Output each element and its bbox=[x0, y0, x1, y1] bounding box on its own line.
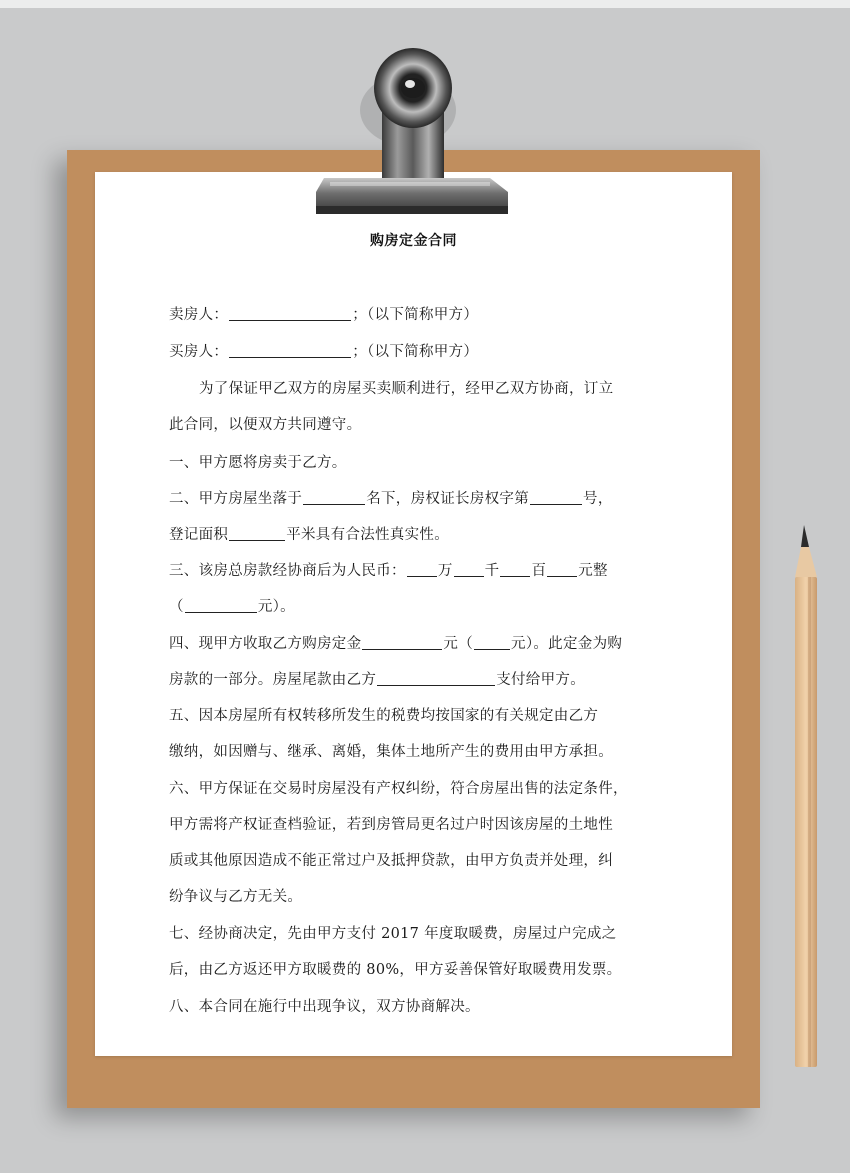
clause-5-line-2: 缴纳，如因赠与、继承、离婚，集体土地所产生的费用由甲方承担。 bbox=[169, 744, 613, 760]
deposit-blank[interactable] bbox=[362, 635, 442, 650]
clause-3-line-2 bbox=[169, 595, 295, 616]
clause-2-line-2 bbox=[169, 523, 449, 544]
clause-2-text-d: 登记面积 bbox=[169, 527, 229, 543]
buyer-label: 买房人： bbox=[169, 344, 229, 360]
clause-3-close: 元）。 bbox=[257, 599, 295, 615]
clause-4-text-a: 四、现甲方收取乙方购房定金 bbox=[169, 636, 362, 652]
clause-2-text-e: 平米具有合法性真实性。 bbox=[286, 527, 450, 543]
wan-blank[interactable] bbox=[407, 562, 437, 577]
unit-bai: 百 bbox=[531, 563, 547, 579]
total-amount-blank[interactable] bbox=[185, 598, 257, 613]
bai-blank[interactable] bbox=[500, 562, 530, 577]
top-strip bbox=[0, 0, 850, 8]
clause-4-line-1 bbox=[169, 632, 622, 653]
yuan-blank[interactable] bbox=[547, 562, 577, 577]
seller-label: 卖房人： bbox=[169, 307, 229, 323]
clause-5-line-1: 五、因本房屋所有权转移所发生的税费均按国家的有关规定由乙方 bbox=[169, 708, 599, 724]
unit-wan: 万 bbox=[437, 563, 453, 579]
deposit-capital-blank[interactable] bbox=[474, 635, 510, 650]
pencil-icon bbox=[790, 525, 822, 1070]
seller-line bbox=[169, 303, 478, 324]
clause-2-text-b: 名下，房权证长房权字第 bbox=[366, 491, 530, 507]
clause-4-line-2 bbox=[169, 668, 585, 689]
clause-2-text-a: 二、甲方房屋坐落于 bbox=[169, 491, 303, 507]
clause-4-text-c: 元）。此定金为购 bbox=[511, 636, 623, 652]
contract-document bbox=[95, 172, 732, 1056]
contract-paper bbox=[95, 172, 732, 1056]
location-blank[interactable] bbox=[303, 490, 365, 505]
buyer-name-blank[interactable] bbox=[229, 343, 351, 358]
seller-name-blank[interactable] bbox=[229, 306, 351, 321]
clause-4-text-b: 元（ bbox=[443, 636, 474, 652]
clause-3-open: （ bbox=[169, 599, 184, 615]
clause-7-line-1: 七、经协商决定，先由甲方支付 2017 年度取暖费，房屋过户完成之 bbox=[169, 926, 617, 942]
clause-4-text-d: 房款的一部分。房屋尾款由乙方 bbox=[169, 672, 377, 688]
area-blank[interactable] bbox=[229, 526, 285, 541]
clause-2-line-1 bbox=[169, 487, 613, 508]
clause-8: 八、本合同在施行中出现争议，双方协商解决。 bbox=[169, 999, 480, 1015]
balance-blank[interactable] bbox=[377, 671, 495, 686]
clause-6-line-2: 甲方需将产权证查档验证，若到房管局更名过户时因该房屋的土地性 bbox=[169, 817, 613, 833]
binder-clip-icon bbox=[300, 40, 515, 225]
buyer-suffix: ；（以下简称甲方） bbox=[352, 344, 479, 360]
clause-1: 一、甲方愿将房卖于乙方。 bbox=[169, 455, 347, 471]
clause-6-line-1: 六、甲方保证在交易时房屋没有产权纠纷，符合房屋出售的法定条件， bbox=[169, 781, 628, 797]
clause-7-line-2: 后，由乙方返还甲方取暖费的 80%，甲方妥善保管好取暖费用发票。 bbox=[169, 962, 622, 978]
certificate-number-blank[interactable] bbox=[530, 490, 582, 505]
clause-6-line-3: 质或其他原因造成不能正常过户及抵押贷款，由甲方负责并处理，纠 bbox=[169, 853, 613, 869]
intro-line-1: 为了保证甲乙双方的房屋买卖顺利进行，经甲乙双方协商，订立 bbox=[199, 381, 614, 397]
seller-suffix: ；（以下简称甲方） bbox=[352, 307, 479, 323]
clause-4-text-e: 支付给甲方。 bbox=[496, 672, 586, 688]
clause-3-line-1 bbox=[169, 559, 608, 580]
unit-qian: 千 bbox=[484, 563, 500, 579]
clause-6-line-4: 纷争议与乙方无关。 bbox=[169, 889, 303, 905]
clause-3-text-a: 三、该房总房款经协商后为人民币： bbox=[169, 563, 406, 579]
buyer-line bbox=[169, 340, 478, 361]
intro-line-2: 此合同，以便双方共同遵守。 bbox=[169, 417, 362, 433]
qian-blank[interactable] bbox=[454, 562, 484, 577]
document-title: 购房定金合同 bbox=[370, 233, 457, 249]
unit-yuanzheng: 元整 bbox=[578, 563, 608, 579]
clause-2-text-c: 号， bbox=[583, 491, 613, 507]
